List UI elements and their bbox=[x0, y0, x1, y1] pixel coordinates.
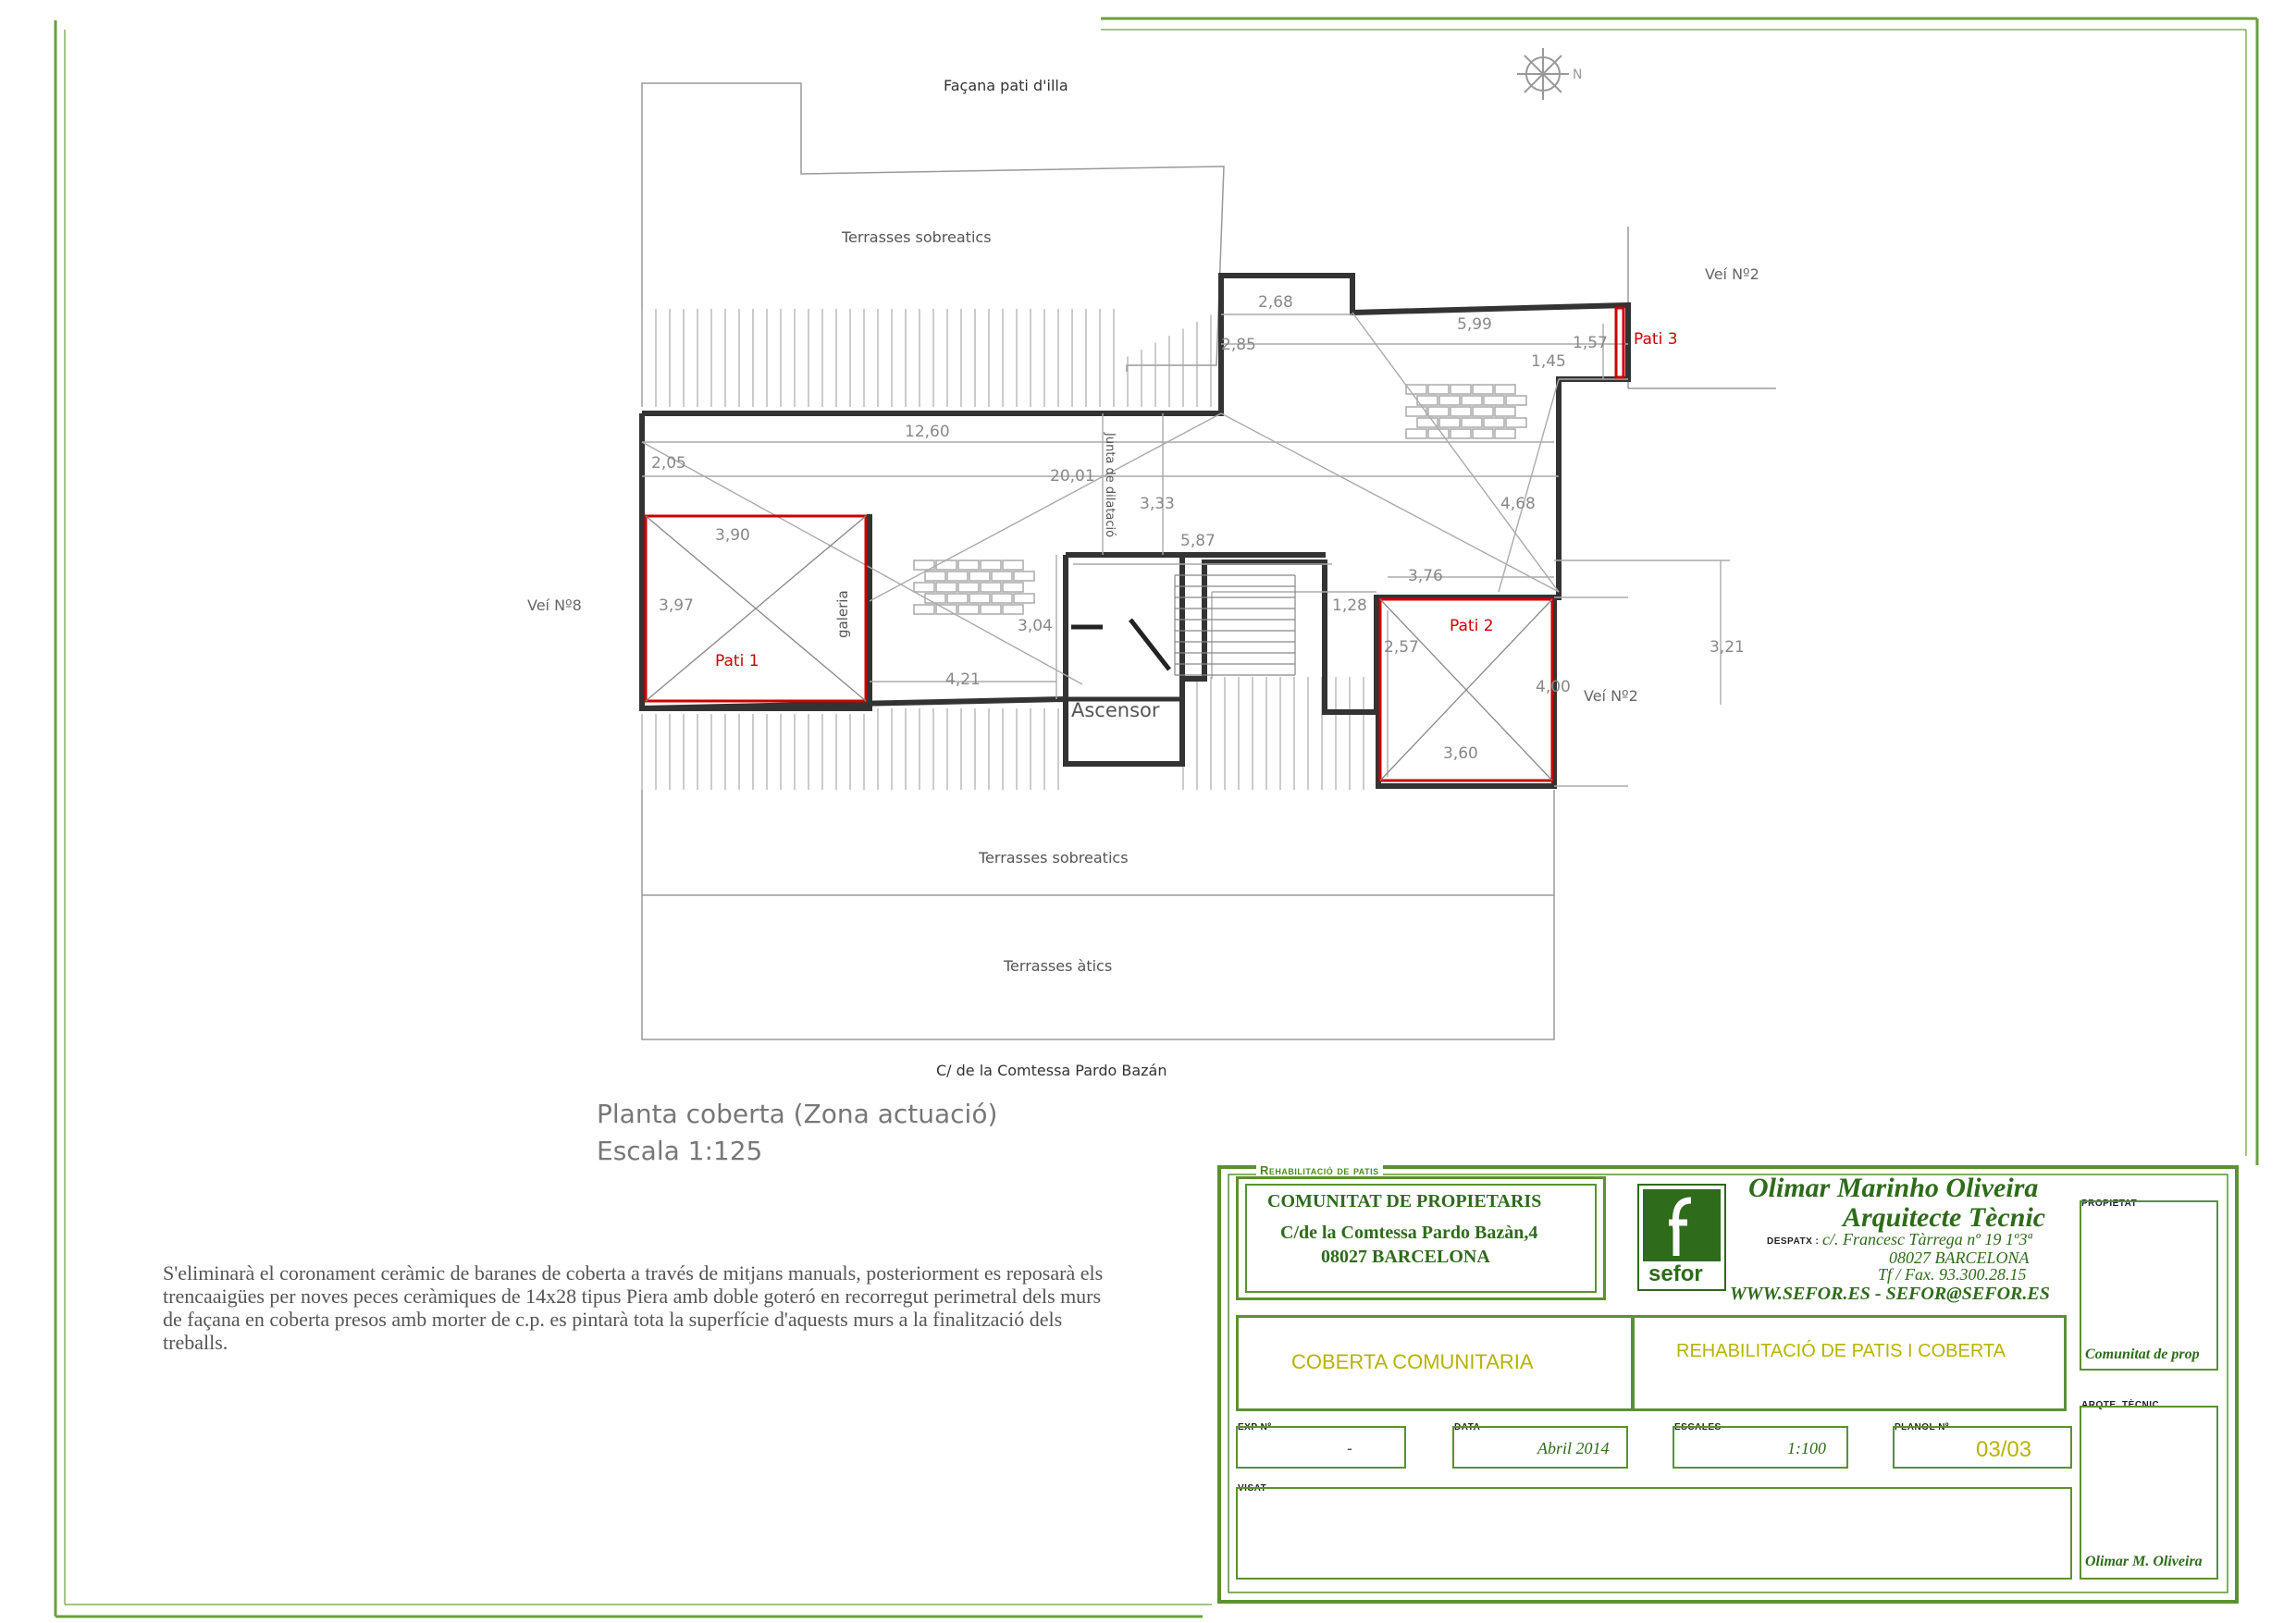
propietat-box bbox=[2080, 1200, 2218, 1371]
arqte-label: ARQTE. TÈCNIC bbox=[2081, 1400, 2160, 1410]
exp-label: EXP Nº bbox=[1238, 1422, 1272, 1432]
website-email[interactable]: WWW.SEFOR.ES - SEFOR@SEFOR.ES bbox=[1730, 1284, 2050, 1304]
client-address: C/de la Comtessa Pardo Bazàn,4 bbox=[1280, 1223, 1538, 1243]
wall-segments bbox=[1071, 620, 1169, 670]
office-address: c/. Francesc Tàrrega nº 19 1º3ª bbox=[1822, 1230, 2032, 1248]
dim-1-45: 1,45 bbox=[1531, 352, 1566, 371]
planol-value: 03/03 bbox=[1976, 1437, 2032, 1462]
logo-text: sefor bbox=[1648, 1261, 1703, 1286]
dim-3-90: 3,90 bbox=[715, 526, 750, 545]
terrace-bottom-label: Terrasses sobreatics bbox=[979, 849, 1129, 867]
skylight-top bbox=[1406, 385, 1526, 438]
dim-3-76: 3,76 bbox=[1408, 567, 1443, 585]
visat-box bbox=[1236, 1487, 2072, 1580]
client-city: 08027 BARCELONA bbox=[1321, 1247, 1490, 1267]
dim-3-97: 3,97 bbox=[659, 596, 694, 615]
ascensor-label: Ascensor bbox=[1071, 699, 1160, 721]
planol-label: PLANOL Nº bbox=[1895, 1422, 1950, 1432]
office-city: 08027 BARCELONA bbox=[1889, 1248, 2030, 1267]
drawing-title: Planta coberta (Zona actuació) bbox=[597, 1099, 998, 1129]
dim-3-60: 3,60 bbox=[1443, 744, 1478, 763]
dim-12-60: 12,60 bbox=[905, 423, 950, 441]
drawing-scale: Escala 1:125 bbox=[597, 1136, 763, 1166]
dim-2-68: 2,68 bbox=[1258, 293, 1293, 312]
neighbour-right-mid-label: Veí Nº2 bbox=[1584, 687, 1638, 705]
escales-value: 1:100 bbox=[1787, 1439, 1826, 1457]
compass-icon bbox=[1517, 48, 1582, 100]
neighbour-left-label: Veí Nº8 bbox=[527, 596, 582, 614]
dim-2-57: 2,57 bbox=[1384, 638, 1419, 657]
dim-5-99: 5,99 bbox=[1457, 315, 1492, 334]
staircase bbox=[1175, 575, 1295, 675]
dim-3-33: 3,33 bbox=[1140, 495, 1175, 513]
pati-1-label: Pati 1 bbox=[715, 652, 759, 670]
dim-2-85: 2,85 bbox=[1221, 336, 1256, 354]
visat-label: VISAT bbox=[1238, 1483, 1267, 1494]
plan-subtitle: REHABILITACIÓ DE PATIS I COBERTA bbox=[1676, 1341, 2006, 1361]
pati-3-label: Pati 3 bbox=[1634, 330, 1678, 349]
exp-box bbox=[1236, 1426, 1406, 1469]
arqte-value: Olimar M. Oliveira bbox=[2085, 1554, 2203, 1569]
roof-tiles-bottom bbox=[642, 677, 1364, 790]
project-tag: Rehabilitació de patis bbox=[1256, 1163, 1383, 1177]
plan-title: COBERTA COMUNITARIA bbox=[1291, 1350, 1534, 1373]
data-value: Abril 2014 bbox=[1537, 1439, 1610, 1457]
facade-label: Façana pati d'illa bbox=[944, 77, 1068, 94]
terrace-attic-label: Terrasses àtics bbox=[1004, 957, 1113, 975]
dim-4-21: 4,21 bbox=[945, 670, 981, 689]
dim-3-04: 3,04 bbox=[1018, 617, 1053, 635]
dim-4-00: 4,00 bbox=[1536, 678, 1571, 696]
data-label: DATA bbox=[1454, 1422, 1481, 1432]
plan-subtitle-box bbox=[1632, 1315, 2067, 1411]
street-label: C/ de la Comtessa Pardo Bazán bbox=[936, 1062, 1167, 1079]
escales-label: ESCALES bbox=[1674, 1422, 1722, 1432]
dim-20-01: 20,01 bbox=[1050, 467, 1095, 486]
dim-1-57: 1,57 bbox=[1573, 334, 1608, 352]
dim-5-87: 5,87 bbox=[1180, 532, 1216, 550]
dim-4-68: 4,68 bbox=[1500, 495, 1536, 513]
dim-1-28: 1,28 bbox=[1332, 596, 1367, 615]
junta-label: Junta de dilatació bbox=[1103, 433, 1117, 538]
specification-note: S'eliminarà el coronament ceràmic de baranes de coberta a través de mitjans manuals, posteriorment es reposarà els trencaaigües per noves peces ceràmiques de 14x28 tipus Piera amb doble goteró en recorregut perimetral dels murs de façana en coberta presos amb morter de c.p. es pintarà tota la superfície d'aquests murs a la finalització dels treballs. bbox=[163, 1261, 1104, 1354]
dim-2-05: 2,05 bbox=[651, 454, 686, 473]
client-name: COMUNITAT DE PROPIETARIS bbox=[1267, 1191, 1542, 1211]
office-label: DESPATX : bbox=[1767, 1236, 1820, 1247]
neighbour-right-top-label: Veí Nº2 bbox=[1705, 265, 1759, 283]
terrace-top-label: Terrasses sobreatics bbox=[842, 228, 992, 246]
office-phone: Tf / Fax. 93.300.28.15 bbox=[1878, 1265, 2027, 1284]
pati-2-label: Pati 2 bbox=[1450, 617, 1494, 635]
propietat-value: Comunitat de prop bbox=[2085, 1346, 2200, 1362]
pati-3-outline bbox=[1616, 308, 1623, 377]
dim-3-21: 3,21 bbox=[1710, 638, 1745, 657]
roof-tiles-top bbox=[642, 309, 1211, 407]
leaf-icon bbox=[1643, 1189, 1721, 1261]
exp-value: - bbox=[1347, 1439, 1352, 1457]
svg-text:N: N bbox=[1573, 68, 1583, 82]
galeria-label: galeria bbox=[834, 590, 851, 638]
propietat-label: PROPIETAT bbox=[2081, 1199, 2138, 1209]
architect-name: Olimar Marinho Oliveira bbox=[1748, 1173, 2039, 1203]
architect-title: Arquitecte Tècnic bbox=[1843, 1202, 2046, 1233]
sefor-logo bbox=[1637, 1184, 1726, 1291]
